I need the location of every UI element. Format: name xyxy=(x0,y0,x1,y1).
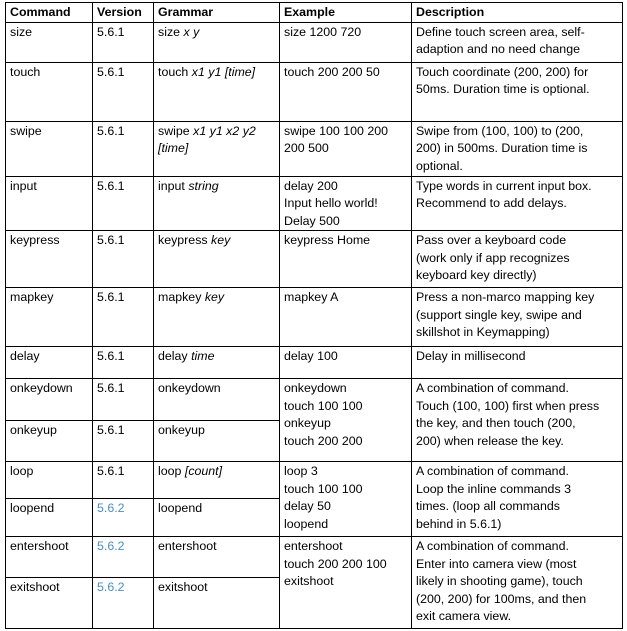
cell-description: Press a non-marco mapping key (support single key, swipe and skillshot in Keymapping) xyxy=(412,288,623,347)
cell-grammar: entershoot xyxy=(154,537,280,578)
cell-command: entershoot xyxy=(6,537,93,578)
table-row xyxy=(6,62,623,121)
cell-description: Touch coordinate (200, 200) for 50ms. Duration time is optional. xyxy=(412,62,623,121)
table-row xyxy=(6,121,623,176)
cell-description: Swipe from (100, 100) to (200, 200) in 500ms. Duration time is optional. xyxy=(412,121,623,176)
cell-grammar: onkeyup xyxy=(154,421,280,462)
command-table xyxy=(5,2,623,629)
cell-grammar: keypress key xyxy=(154,231,280,288)
cell-version: 5.6.1 xyxy=(93,176,154,231)
cell-command: keypress xyxy=(6,231,93,288)
cell-grammar: input string xyxy=(154,176,280,231)
cell-version: 5.6.1 xyxy=(93,22,154,62)
table-row xyxy=(6,462,623,499)
cell-example: size 1200 720 xyxy=(280,22,412,62)
table-row xyxy=(6,379,623,421)
cell-example: swipe 100 100 200 200 500 xyxy=(280,121,412,176)
cell-example: touch 200 200 50 xyxy=(280,62,412,121)
cell-grammar: exitshoot xyxy=(154,578,280,629)
cell-grammar: loopend xyxy=(154,499,280,537)
cell-example: entershoot touch 200 200 100 exitshoot xyxy=(280,537,412,629)
cell-command: touch xyxy=(6,62,93,121)
cell-grammar: mapkey key xyxy=(154,288,280,347)
table-row xyxy=(6,176,623,231)
cell-description: A combination of command. Enter into camera view (most likely in shooting game), touch (200, 200) for 100ms, and then exit camera view. xyxy=(412,537,623,629)
cell-command: delay xyxy=(6,347,93,379)
cell-description: Pass over a keyboard code (work only if app recognizes keyboard key directly) xyxy=(412,231,623,288)
cell-version: 5.6.2 xyxy=(93,537,154,578)
cell-command: mapkey xyxy=(6,288,93,347)
header-example: Example xyxy=(280,3,412,23)
cell-description: Type words in current input box. Recommend to add delays. xyxy=(412,176,623,231)
cell-grammar: onkeydown xyxy=(154,379,280,421)
cell-version: 5.6.1 xyxy=(93,288,154,347)
cell-version: 5.6.2 xyxy=(93,578,154,629)
cell-description: A combination of command. Loop the inline commands 3 times. (loop all commands behind in 5.6.1) xyxy=(412,462,623,537)
cell-example: mapkey A xyxy=(280,288,412,347)
header-command: Command xyxy=(6,3,93,23)
table-row xyxy=(6,22,623,62)
cell-description: Delay in millisecond xyxy=(412,347,623,379)
table-header-row xyxy=(6,3,623,23)
header-version: Version xyxy=(93,3,154,23)
cell-grammar: swipe x1 y1 x2 y2 [time] xyxy=(154,121,280,176)
cell-command: size xyxy=(6,22,93,62)
cell-grammar: loop [count] xyxy=(154,462,280,499)
cell-command: onkeydown xyxy=(6,379,93,421)
cell-command: exitshoot xyxy=(6,578,93,629)
table-row xyxy=(6,537,623,578)
cell-grammar: delay time xyxy=(154,347,280,379)
cell-version: 5.6.1 xyxy=(93,379,154,421)
cell-example: keypress Home xyxy=(280,231,412,288)
header-description: Description xyxy=(412,3,623,23)
table-row xyxy=(6,231,623,288)
cell-command: loopend xyxy=(6,499,93,537)
cell-example: delay 100 xyxy=(280,347,412,379)
cell-command: input xyxy=(6,176,93,231)
cell-grammar: size x y xyxy=(154,22,280,62)
cell-command: swipe xyxy=(6,121,93,176)
cell-command: loop xyxy=(6,462,93,499)
cell-version: 5.6.2 xyxy=(93,499,154,537)
cell-command: onkeyup xyxy=(6,421,93,462)
cell-example: loop 3 touch 100 100 delay 50 loopend xyxy=(280,462,412,537)
cell-version: 5.6.1 xyxy=(93,231,154,288)
cell-example: delay 200 Input hello world! Delay 500 xyxy=(280,176,412,231)
cell-version: 5.6.1 xyxy=(93,62,154,121)
cell-example: onkeydown touch 100 100 onkeyup touch 200 200 xyxy=(280,379,412,462)
cell-description: A combination of command. Touch (100, 100) first when press the key, and then touch (200, 200) when release the key. xyxy=(412,379,623,462)
table-row xyxy=(6,288,623,347)
cell-version: 5.6.1 xyxy=(93,347,154,379)
cell-version: 5.6.1 xyxy=(93,462,154,499)
header-grammar: Grammar xyxy=(154,3,280,23)
cell-version: 5.6.1 xyxy=(93,421,154,462)
cell-version: 5.6.1 xyxy=(93,121,154,176)
cell-description: Define touch screen area, self- adaption and no need change xyxy=(412,22,623,62)
table-row xyxy=(6,347,623,379)
cell-grammar: touch x1 y1 [time] xyxy=(154,62,280,121)
